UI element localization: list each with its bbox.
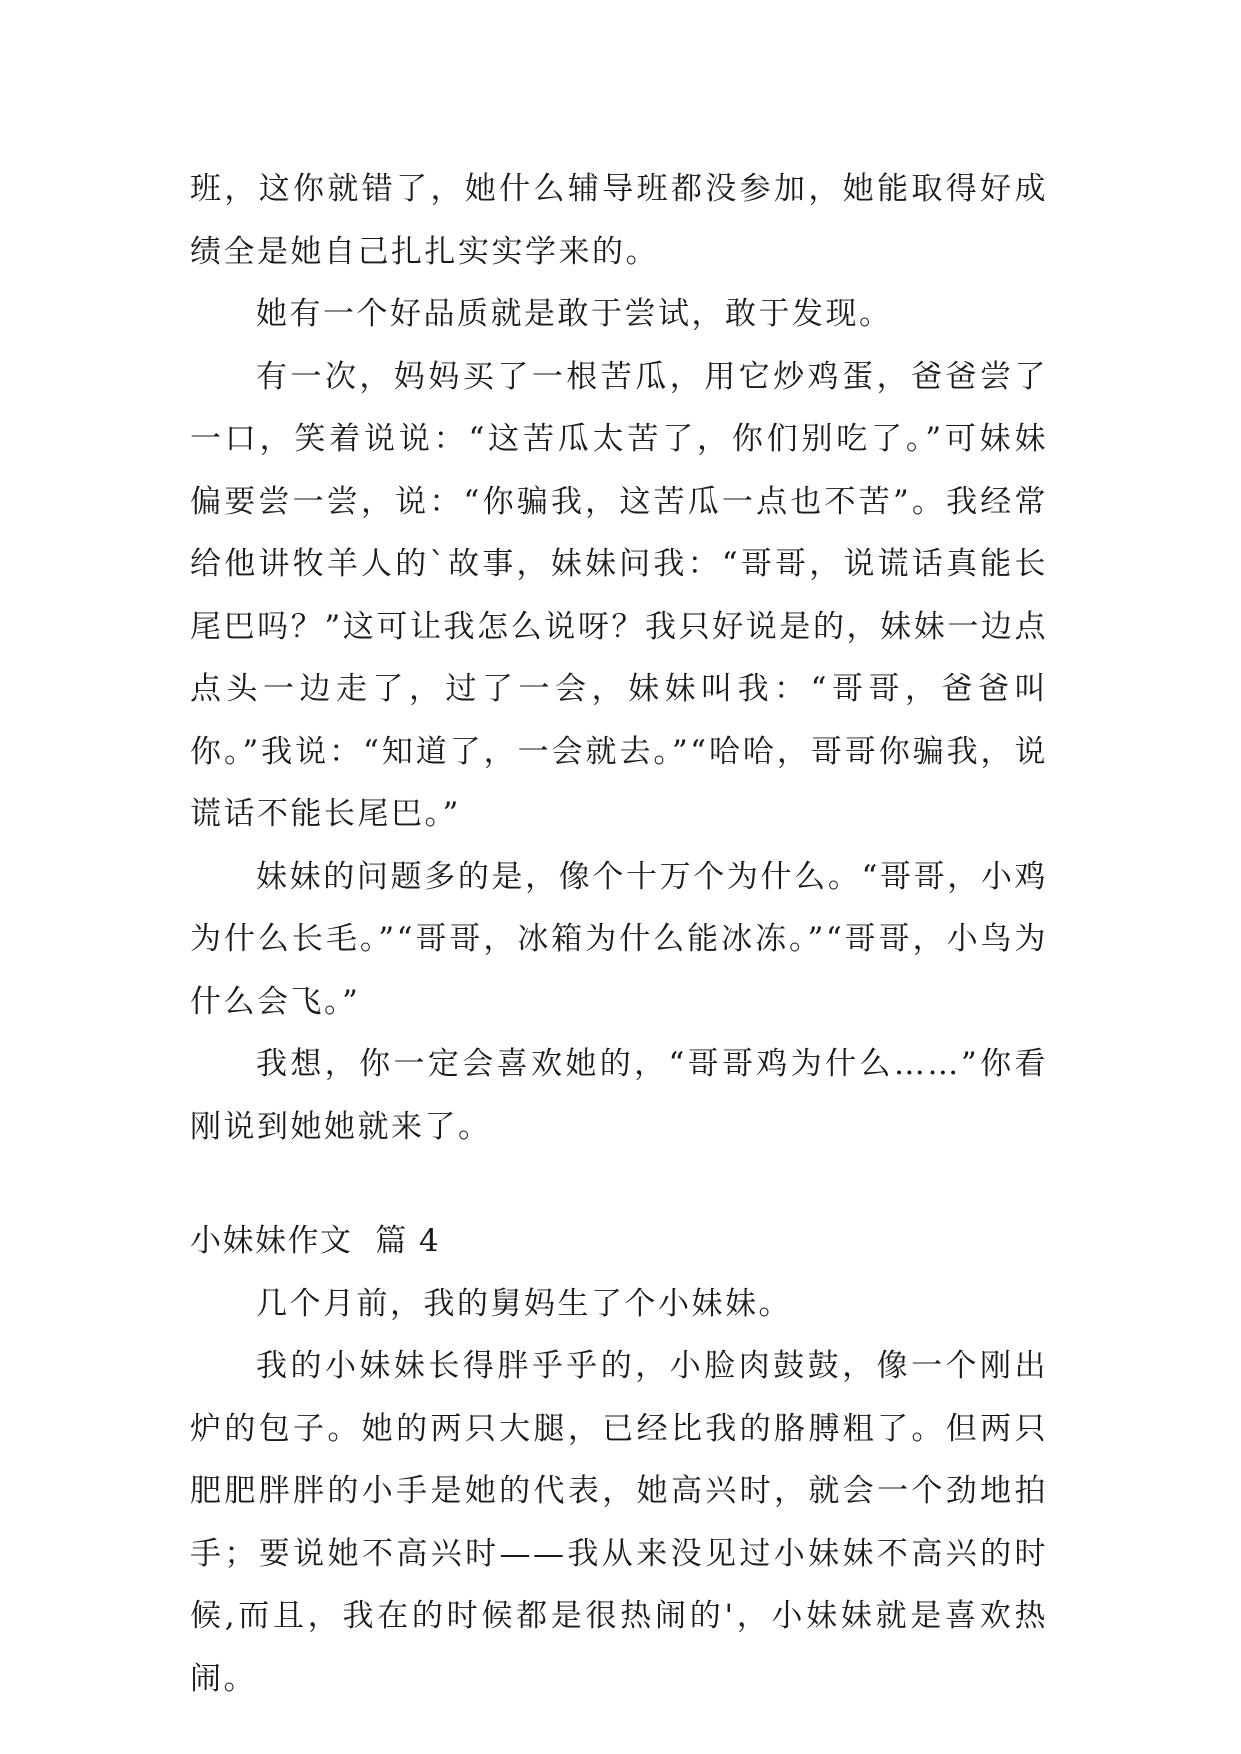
paragraph-quality: 她有一个好品质就是敢于尝试，敢于发现。 xyxy=(256,296,893,332)
document-page xyxy=(190,158,1048,1710)
paragraph-intro: 几个月前，我的舅妈生了个小妹妹。 xyxy=(256,1285,792,1322)
section-heading: 小妹妹作文 篇 4 xyxy=(190,1223,441,1259)
paragraph-continuation: 班，这你就错了，她什么辅导班都没参加，她能取得好成绩全是她自己扎扎实实学来的。 xyxy=(190,171,1048,270)
paragraph-ending: 我想，你一定会喜欢她的，“哥哥鸡为什么……”你看刚说到她她就来了。 xyxy=(190,1046,1048,1145)
paragraph-description: 我的小妹妹长得胖乎乎的，小脸肉鼓鼓，像一个刚出炉的包子。她的两只大腿，已经比我的胳膊粗了。但两只肥肥胖胖的小手是她的代表，她高兴时，就会一个劲地拍手；要说她不高兴时——我从来没见过小妹妹不高兴的时候,而且，我在的时候都是很热闹的'，小妹妹就是喜欢热闹。 xyxy=(190,1348,1048,1697)
paragraph-bitter-melon: 有一次，妈妈买了一根苦瓜，用它炒鸡蛋，爸爸尝了一口，笑着说说：“这苦瓜太苦了，你们别吃了。”可妹妹偏要尝一尝，说：“你骗我，这苦瓜一点也不苦”。我经常给他讲牧羊人的`故事，妹妹问我：“哥哥，说谎话真能长尾巴吗？”这可让我怎么说呀？我只好说是的，妹妹一边点点头一边走了，过了一会，妹妹叫我：“哥哥，爸爸叫你。”我说：“知道了，一会就去。”“哈哈，哥哥你骗我，说谎话不能长尾巴。” xyxy=(190,358,1048,832)
paragraph-questions: 妹妹的问题多的是，像个十万个为什么。“哥哥，小鸡为什么长毛。”“哥哥，冰箱为什么能冰冻。”“哥哥，小鸟为什么会飞。” xyxy=(190,858,1048,1020)
